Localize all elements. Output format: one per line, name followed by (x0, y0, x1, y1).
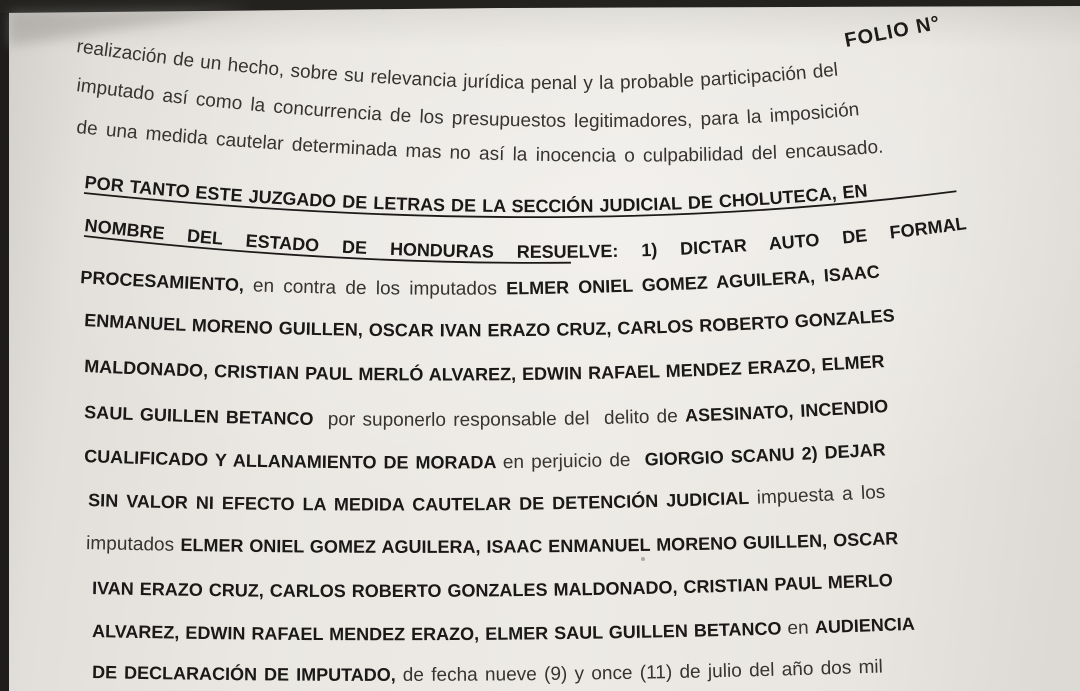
text-segment: impuesta a los (756, 481, 886, 509)
text-segment: DE DECLARACIÓN DE IMPUTADO, (91, 662, 403, 685)
document-line-10 (84, 439, 886, 473)
document-line-6 (80, 261, 881, 299)
document-line-13 (92, 570, 893, 601)
text-segment: POR TANTO ESTE JUZGADO DE LETRAS DE LA SECCIÓN JUDICIAL DE CHOLUTECA, EN (83, 172, 869, 217)
document-line-1 (75, 36, 839, 94)
text-segment: MALDONADO, CRISTIAN PAUL MERLÓ ALVAREZ, EDWIN RAFAEL MENDEZ ERAZO, ELMER (83, 351, 886, 385)
text-segment: de fecha nueve (9) y once (11) de julio del año dos mil (402, 656, 884, 686)
folio-label: FOLIO N° (842, 12, 943, 52)
scan-artifact-dot (641, 557, 645, 561)
document-line-5 (84, 213, 968, 262)
document-line-4 (84, 172, 869, 216)
text-segment: ALVAREZ, EDWIN RAFAEL MENDEZ ERAZO, ELMER SAUL GUILLEN BETANCO (91, 618, 788, 645)
document-line-11 (88, 482, 886, 515)
text-segment: imputado así como la concurrencia de los presupuestos legitimadores, para la imposición (75, 75, 861, 133)
text-segment: CUALIFICADO Y ALLANAMIENTO DE MORADA (83, 446, 503, 473)
document-line-8 (84, 351, 885, 384)
text-segment: realización de un hecho, sobre su relevancia jurídica penal y la probable participación del (75, 36, 840, 95)
text-segment: en perjuicio de (502, 449, 638, 474)
document-line-12 (86, 528, 899, 557)
scan-edge-left (0, 0, 9, 691)
text-segment: NOMBRE DEL ESTADO DE HONDURAS RESUELVE: (83, 215, 642, 262)
text-segment: GIORGIO SCANU 2) DEJAR (637, 439, 887, 470)
document-line-7 (84, 305, 895, 340)
text-segment: 1) DICTAR AUTO DE FORMAL (640, 213, 968, 261)
text-segment: de una medida cautelar determinada mas no así la inocencia o culpabilidad del encausado. (75, 117, 885, 167)
text-segment: PROCESAMIENTO, (79, 267, 254, 296)
text-segment: ENMANUEL MORENO GUILLEN, OSCAR IVAN ERAZO CRUZ, CARLOS ROBERTO GONZALES (83, 305, 896, 341)
text-segment: AUDIENCIA (814, 613, 916, 638)
text-segment: por suponerlo responsable del delito de (320, 405, 686, 431)
scan-shadow-wedge (9, 8, 255, 46)
text-segment: ASESINATO, INCENDIO (684, 395, 889, 426)
text-segment: ELMER ONIEL GOMEZ AGUILERA, ISAAC ENMANUEL MORENO GUILLEN, OSCAR (180, 528, 899, 557)
document-body (75, 36, 967, 686)
text-segment: IVAN ERAZO CRUZ, CARLOS ROBERTO GONZALES MALDONADO, CRISTIAN PAUL MERLO (91, 570, 894, 602)
text-segment: en (787, 617, 816, 640)
text-segment: en contra de los imputados (252, 275, 507, 300)
document-line-9 (84, 396, 889, 431)
document-line-15 (92, 656, 883, 685)
text-segment: SIN VALOR NI EFECTO LA MEDIDA CAUTELAR DE DETENCIÓN JUDICIAL (87, 487, 758, 515)
text-segment: SAUL GUILLEN BETANCO (83, 402, 321, 430)
text-segment: ELMER ONIEL GOMEZ AGUILERA, ISAAC (506, 261, 881, 299)
document-line-14 (92, 614, 915, 644)
text-segment: imputados (85, 533, 181, 556)
